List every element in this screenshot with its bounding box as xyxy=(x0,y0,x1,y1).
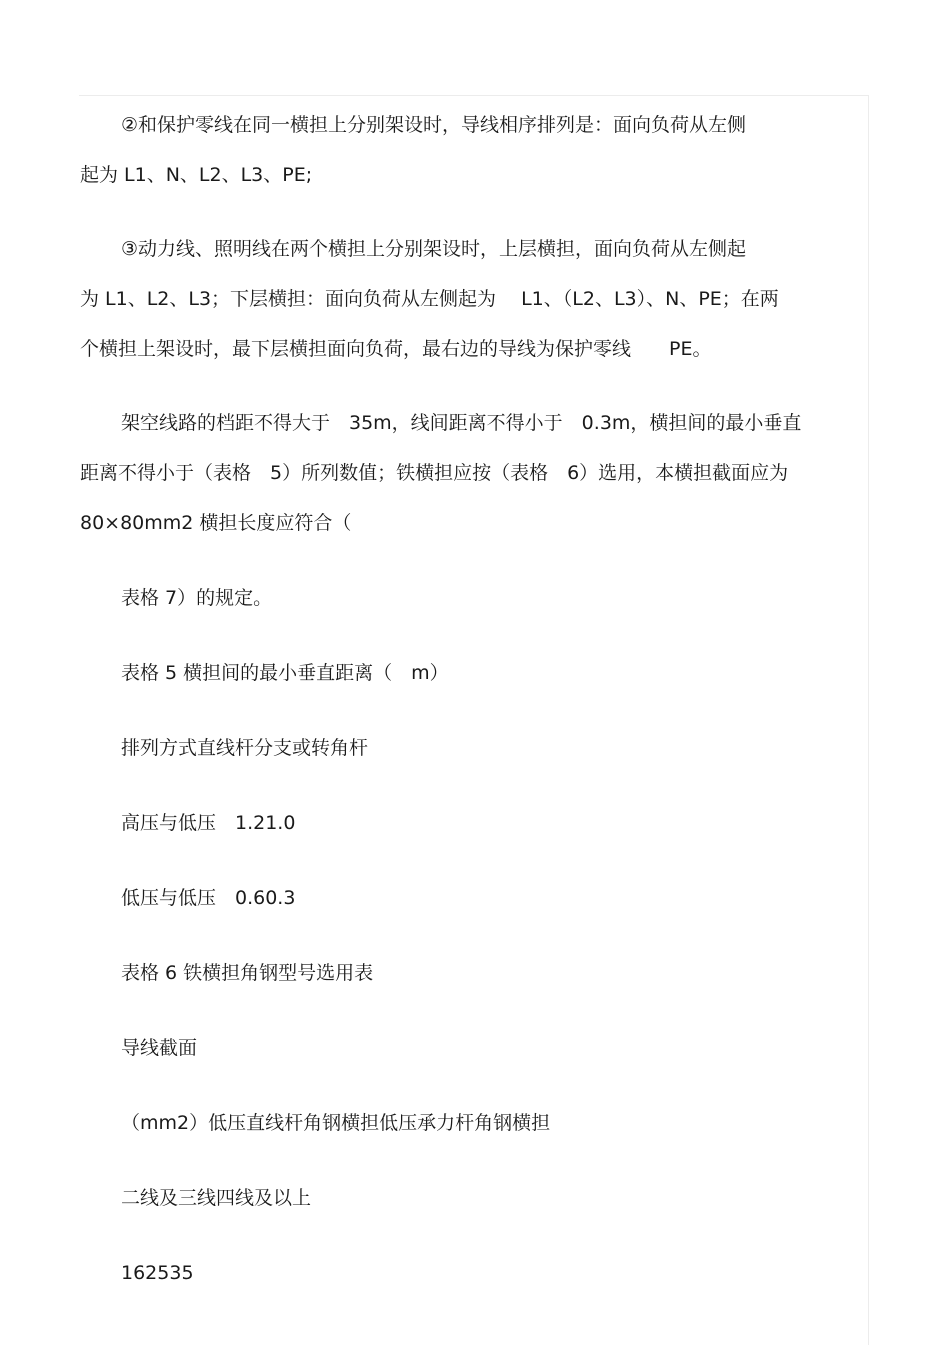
paragraph-phase-sequence-two-crossarms xyxy=(80,224,865,374)
table-caption: 表格 6 铁横担角钢型号选用表 xyxy=(121,962,374,984)
paragraph-line: ③动力线、照明线在两个横担上分别架设时，上层横担，面向负荷从左侧起 xyxy=(121,238,747,260)
table-row: （mm2）低压直线杆角钢横担低压承力杆角钢横担 xyxy=(121,1112,551,1134)
table-caption: 表格 5 横担间的最小垂直距离（ m） xyxy=(121,662,449,684)
paragraph-line: 80×80mm2 横担长度应符合（ xyxy=(80,512,352,534)
paragraph-line: 距离不得小于（表格 5）所列数值；铁横担应按（表格 6）选用，本横担截面应为 xyxy=(80,462,789,484)
table-row: 导线截面 xyxy=(121,1037,198,1059)
document-body xyxy=(80,100,865,1298)
paragraph-phase-sequence-same-crossarm xyxy=(80,100,865,200)
table-row: 162535 xyxy=(121,1262,194,1284)
paragraph-line: 起为 L1、N、L2、L3、PE; xyxy=(80,164,313,186)
table-row: 低压与低压 0.60.3 xyxy=(121,887,296,909)
table-row: 二线及三线四线及以上 xyxy=(121,1187,312,1209)
table-row: 排列方式直线杆分支或转角杆 xyxy=(121,737,369,759)
paragraph-line: 架空线路的档距不得大于 35m，线间距离不得小于 0.3m，横担间的最小垂直 xyxy=(121,412,802,434)
text-line: 表格 7）的规定。 xyxy=(121,587,273,609)
paragraph-line: 为 L1、L2、L3；下层横担：面向负荷从左侧起为 L1、（L2、L3）、N、PE；在两 xyxy=(80,288,779,310)
paragraph-span-and-spacing xyxy=(80,398,865,548)
paragraph-line: ②和保护零线在同一横担上分别架设时，导线相序排列是：面向负荷从左侧 xyxy=(121,114,747,136)
paragraph-line: 个横担上架设时，最下层横担面向负荷，最右边的导线为保护零线 PE。 xyxy=(80,338,712,360)
table-row: 高压与低压 1.21.0 xyxy=(121,812,296,834)
